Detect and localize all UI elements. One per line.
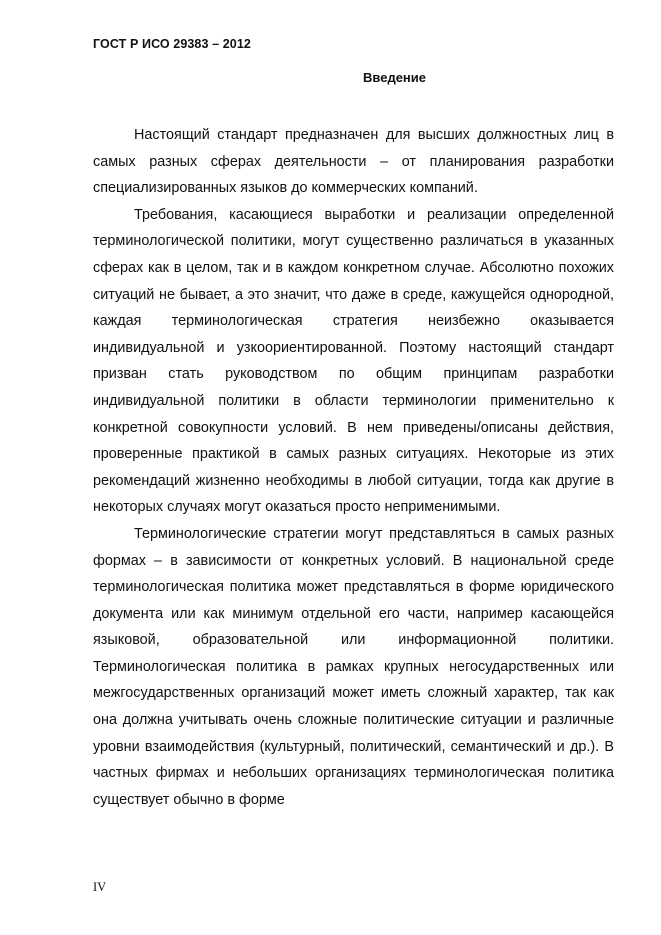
paragraph: Настоящий стандарт предназначен для высших должностных лиц в самых разных сферах деятельности – от планирования разработки специализированных языков до коммерческих компаний.: [93, 127, 614, 197]
body-text: [93, 122, 614, 813]
paragraph: Требования, касающиеся выработки и реализации определенной терминологической политики, могут существенно различаться в указанных сферах как в целом, так и в каждом конкретном случае. Абсолютно похожих ситуаций не бывает, а это значит, что даже в среде, кажущейся однородной, каждая терминологическая стратегия неизбежно оказывается индивидуальной и узкоориентированной. Поэтому настоящий стандарт призван стать руководством по общим принципам разработки индивидуальной политики в области терминологии применительно к конкретной совокупности условий. В нем приведены/описаны действия, проверенные практикой в самых разных ситуациях. Некоторые из этих рекомендаций жизненно необходимы в любой ситуации, тогда как другие в некоторых случаях могут оказаться просто неприменимыми.: [93, 206, 614, 516]
section-title: Введение: [363, 70, 426, 85]
page-number: IV: [93, 880, 107, 894]
standard-code-header: ГОСТ Р ИСО 29383 – 2012: [93, 37, 251, 51]
paragraph: Терминологические стратегии могут представляться в самых разных формах – в зависимости от конкретных условий. В национальной среде терминологическая политика может представляться в форме юридического документа или как минимум отдельной его части, например касающейся языковой, образовательной или информационной политики. Терминологическая политика в рамках крупных негосударственных или межгосударственных организаций может иметь сложный характер, так как она должна учитывать очень сложные политические ситуации и различные уровни взаимодействия (культурный, политический, семантический и др.). В частных фирмах и небольших организациях терминологическая политика существует обычно в форме: [93, 525, 614, 808]
